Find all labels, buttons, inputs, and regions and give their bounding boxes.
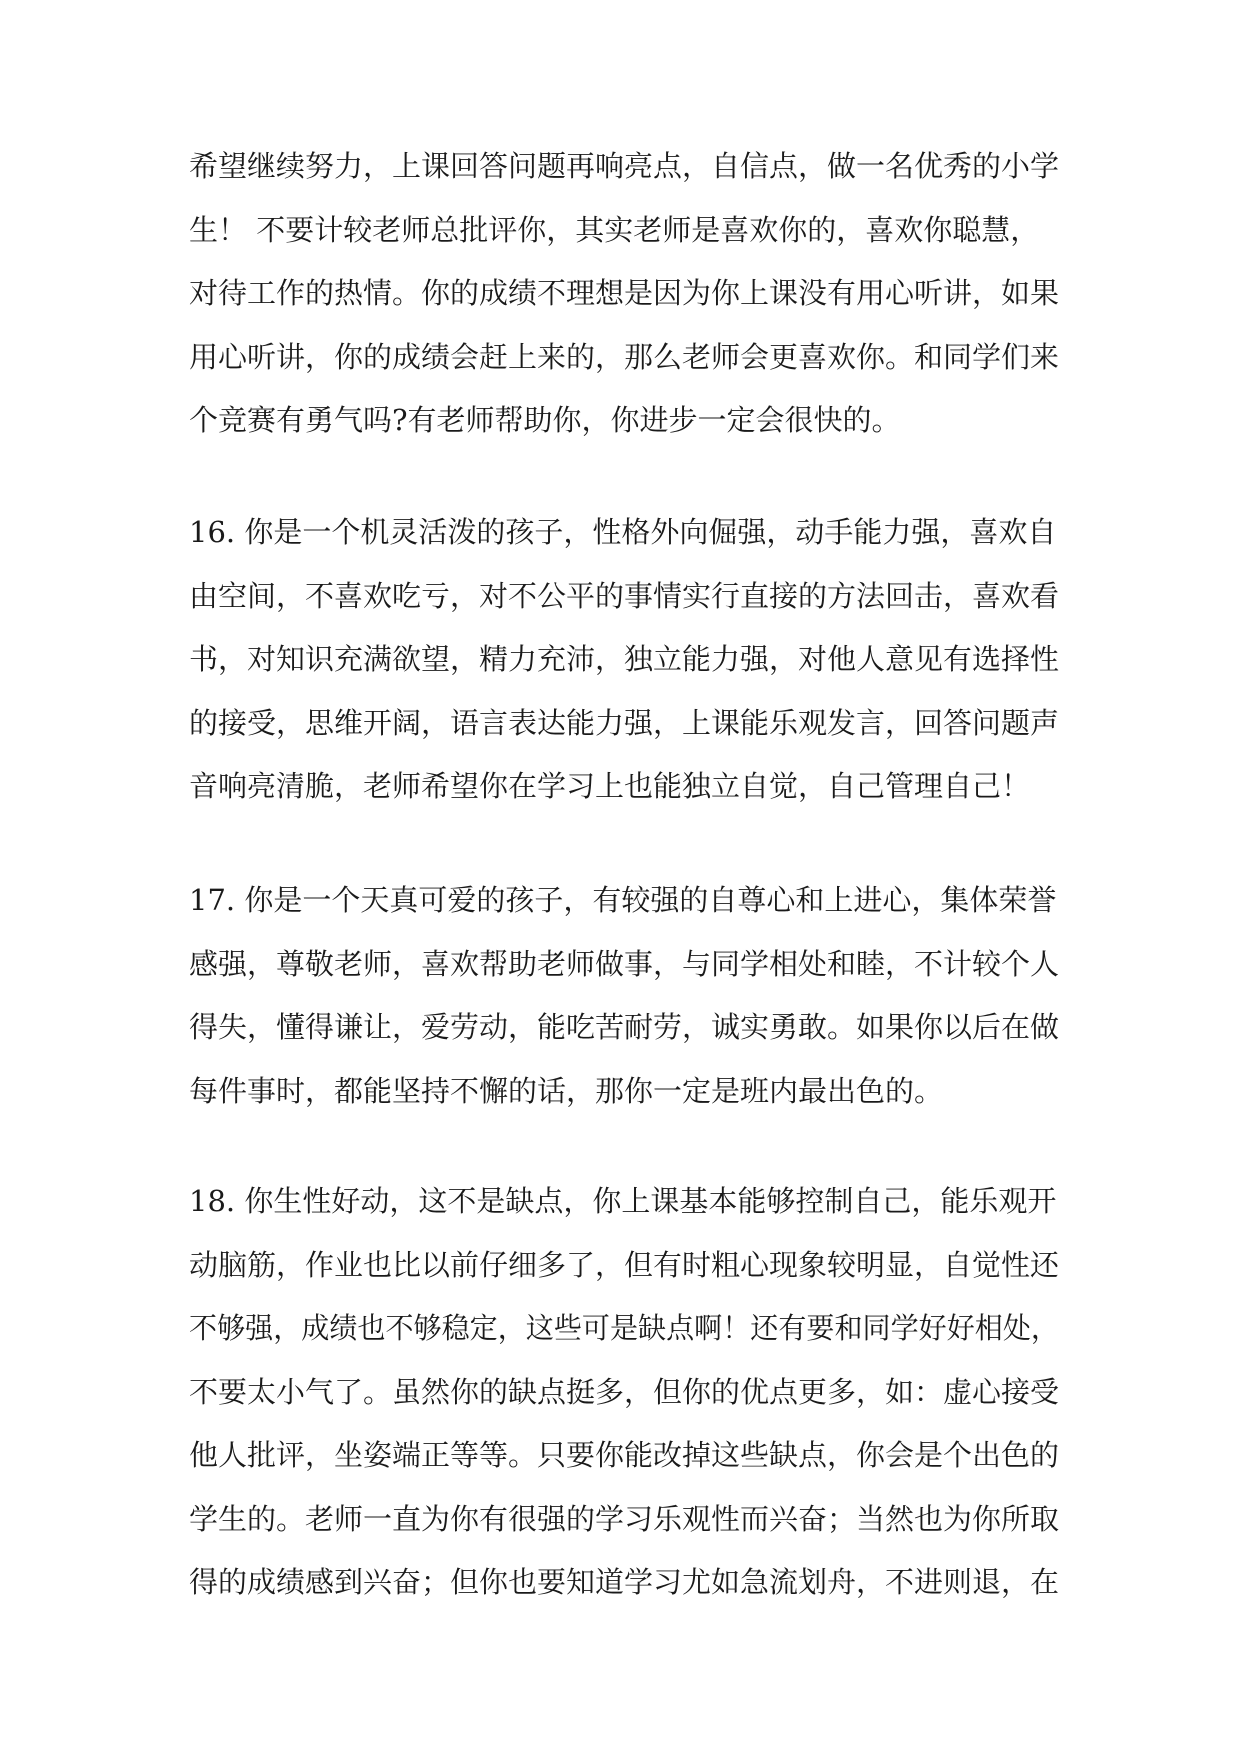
text-line: 的接受，思维开阔，语言表达能力强，上课能乐观发言，回答问题声: [189, 706, 1060, 740]
text-line: 不够强，成绩也不够稳定，这些可是缺点啊！还有要和同学好好相处，: [189, 1311, 1060, 1345]
text-line: 不要太小气了。虽然你的缺点挺多，但你的优点更多，如：虚心接受: [189, 1375, 1060, 1409]
text-line: 由空间，不喜欢吃亏，对不公平的事情实行直接的方法回击，喜欢看: [189, 579, 1060, 613]
text-line: 用心听讲，你的成绩会赶上来的，那么老师会更喜欢你。和同学们来: [189, 340, 1060, 374]
text-line: 对待工作的热情。你的成绩不理想是因为你上课没有用心听讲，如果: [189, 276, 1060, 310]
text-line: 音响亮清脆，老师希望你在学习上也能独立自觉，自己管理自己！: [189, 769, 1031, 803]
text-line: 动脑筋，作业也比以前仔细多了，但有时粗心现象较明显，自觉性还: [189, 1248, 1060, 1282]
text-line: 书，对知识充满欲望，精力充沛，独立能力强，对他人意见有选择性: [189, 642, 1060, 676]
text-line: 16. 你是一个机灵活泼的孩子，性格外向倔强，动手能力强，喜欢自: [189, 515, 1057, 549]
text-line: 18. 你生性好动，这不是缺点，你上课基本能够控制自己，能乐观开: [189, 1184, 1057, 1218]
text-line: 17. 你是一个天真可爱的孩子，有较强的自尊心和上进心，集体荣誉: [189, 883, 1057, 917]
text-line: 每件事时，都能坚持不懈的话，那你一定是班内最出色的。: [189, 1074, 944, 1108]
text-line: 生！ 不要计较老师总批评你，其实老师是喜欢你的，喜欢你聪慧，: [189, 213, 1040, 247]
text-line: 得的成绩感到兴奋；但你也要知道学习尤如急流划舟，不进则退，在: [189, 1565, 1060, 1599]
text-line: 学生的。老师一直为你有很强的学习乐观性而兴奋；当然也为你所取: [189, 1502, 1060, 1536]
text-line: 希望继续努力，上课回答问题再响亮点，自信点，做一名优秀的小学: [189, 149, 1060, 183]
text-line: 他人批评，坐姿端正等等。只要你能改掉这些缺点，你会是个出色的: [189, 1438, 1060, 1472]
text-line: 得失，懂得谦让，爱劳动，能吃苦耐劳，诚实勇敢。如果你以后在做: [189, 1010, 1060, 1044]
text-line: 个竞赛有勇气吗?有老师帮助你，你进步一定会很快的。: [189, 403, 901, 437]
text-line: 感强，尊敬老师，喜欢帮助老师做事，与同学相处和睦，不计较个人: [189, 947, 1060, 981]
